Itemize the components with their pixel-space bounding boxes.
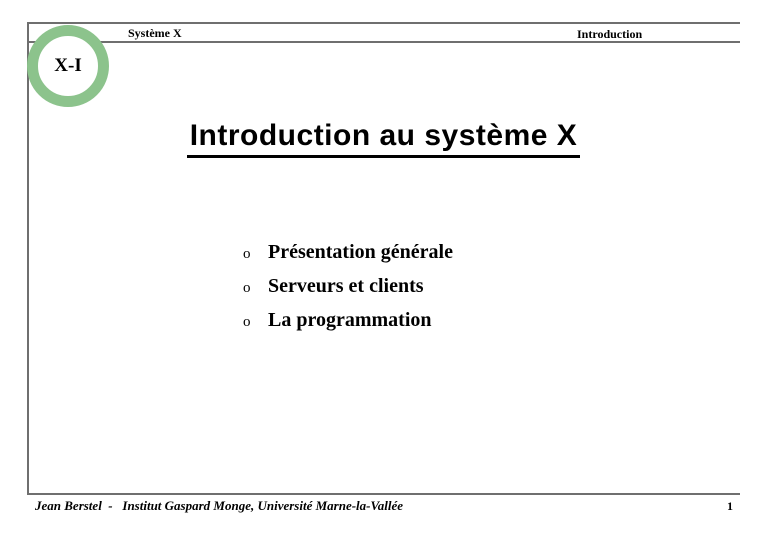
list-item <box>243 309 453 343</box>
footer-author-line: Jean Berstel - Institut Gaspard Monge, Université Marne-la-Vallée <box>35 498 403 513</box>
bullet-label: Serveurs et clients <box>268 275 424 297</box>
footer-divider-line <box>27 493 740 495</box>
bullet-label: Présentation générale <box>268 241 453 263</box>
header-right-title: Introduction <box>577 27 643 41</box>
slide-left-border <box>27 22 29 495</box>
bullet-marker: o <box>243 246 251 262</box>
list-item <box>243 241 453 275</box>
header-left-title: Système X <box>128 26 182 40</box>
bullet-label: La programmation <box>268 309 432 331</box>
slide-title: Introduction au système X <box>187 119 581 158</box>
bullet-marker: o <box>243 280 251 296</box>
bullet-marker: o <box>243 314 251 330</box>
slide-title-container <box>27 119 740 158</box>
page-number: 1 <box>727 499 733 513</box>
bullet-list <box>243 241 453 343</box>
slide-code-label: X-I <box>54 55 82 76</box>
list-item <box>243 275 453 309</box>
slide-top-border <box>27 22 740 24</box>
slide-code-badge <box>27 25 109 107</box>
